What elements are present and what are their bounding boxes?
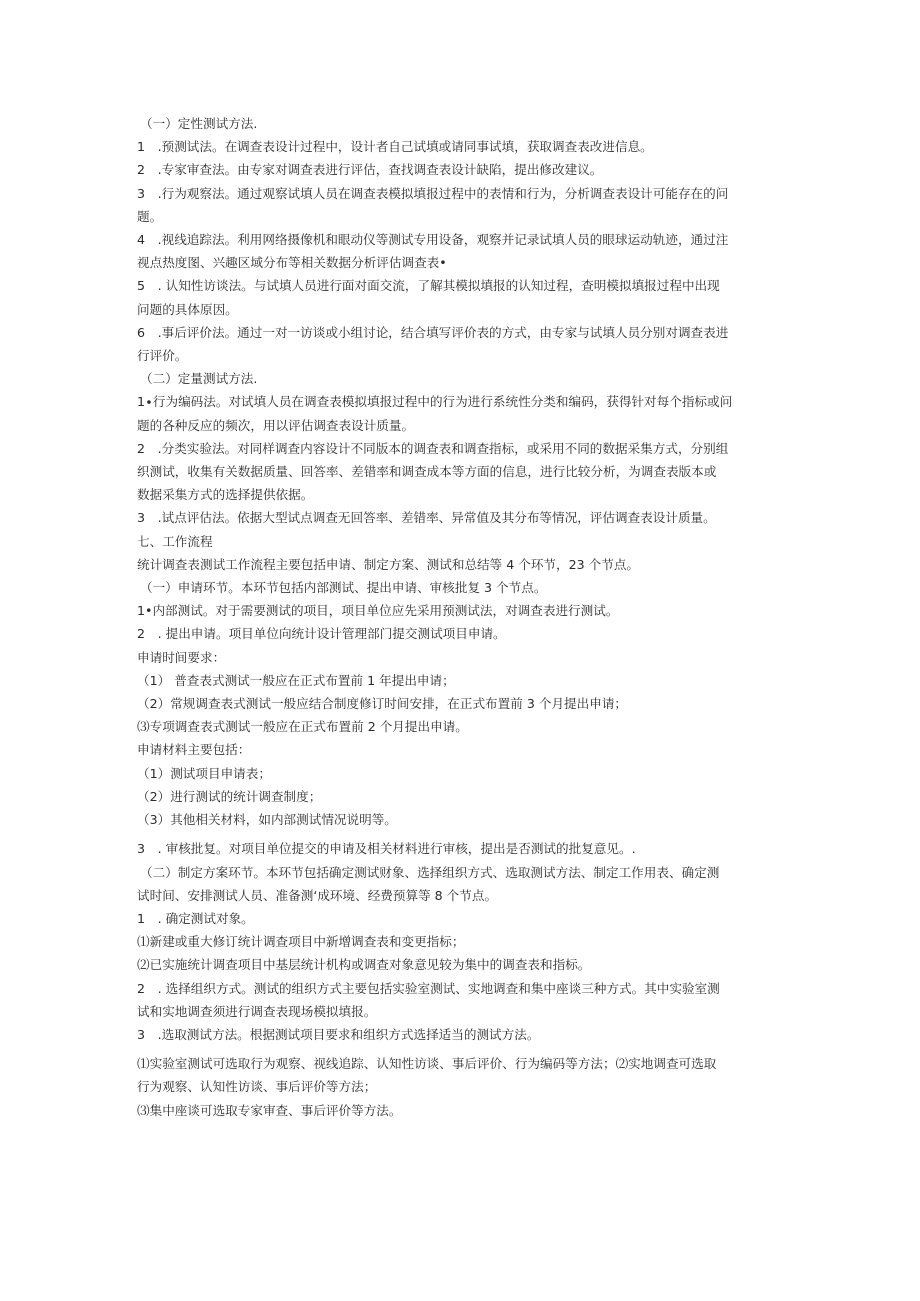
paragraph-line: 1 .预测试法。在调查表设计过程中，设计者自己试填或请同事试填，获取调查表改进信息。: [137, 139, 653, 155]
list-item: ⑴实验室测试可选取行为观察、视线追踪、认知性访谈、事后评价、行为编码等方法；⑵实地调查可选取: [137, 1056, 717, 1072]
paragraph-line: 3 .选取测试方法。根据测试项目要求和组织方式选择适当的测试方法。: [137, 1026, 540, 1042]
paragraph-line: 申请时间要求：: [137, 649, 226, 665]
list-item: （1） 普查表式测试一般应在正式布置前 1 年提出申请；: [137, 672, 455, 688]
list-item: ⑵已实施统计调查项目中基层统计机构或调查对象意见较为集中的调查表和指标。: [137, 957, 591, 973]
document-body: [137, 112, 787, 1122]
paragraph-line: 申请材料主要包括：: [137, 742, 251, 758]
section-heading-qualitative: （一）定性测试方法.: [140, 116, 258, 131]
paragraph-line: 1 . 确定测试对象。: [137, 910, 254, 926]
paragraph-line: 视点热度图、兴趣区域分布等相关数据分析评估调查表•: [137, 255, 447, 271]
paragraph-line: 4 .视线追踪法。利用网络摄像机和眼动仪等测试专用设备，观察并记录试填人员的眼球运动轨迹，通过注: [137, 232, 729, 248]
paragraph-line: 2 . 选择组织方式。测试的组织方式主要包括实验室测试、实地调查和集中座谈三种方式。其中实验室测: [137, 980, 720, 996]
subsection-heading-application: （一）申请环节。本环节包括内部测试、提出申请、审核批复 3 个节点。: [140, 580, 547, 596]
paragraph-line: 2 .专家审查法。由专家对调查表进行评估，查找调查表设计缺陷，提出修改建议。: [137, 162, 603, 178]
paragraph-line: 2 . 提出申请。项目单位向统计设计管理部门提交测试项目申请。: [137, 626, 506, 642]
paragraph-line: 题的各种反应的频次，用以评估调查表设计质量。: [137, 417, 415, 433]
list-item: （3）其他相关材料，如内部测试情况说明等。: [137, 812, 397, 828]
list-item: （2）进行测试的统计调查制度；: [137, 788, 322, 804]
paragraph-line: 1∙行为编码法。对试填人员在调查表模拟填报过程中的行为进行系统性分类和编码，获得针对每个指标或问: [137, 394, 733, 410]
list-item: ⑴新建或重大修订统计调查项目中新增调查表和变更指标；: [137, 934, 465, 950]
list-item: 行为观察、认知性访谈、事后评价等方法；: [137, 1079, 377, 1095]
paragraph-line: 1•内部测试。对于需要测试的项目，项目单位应先采用预测试法，对调查表进行测试。: [137, 603, 619, 619]
paragraph-line: 题。: [137, 208, 163, 224]
list-item: （2）常规调查表式测试一般应结合制度修订时间安排，在正式布置前 3 个月提出申请；: [137, 696, 628, 712]
subsection-heading-plan: （二）制定方案环节。本环节包括确定测试财象、选择组织方式、选取测试方法、制定工作用表、确定测: [140, 864, 720, 880]
paragraph-line: 行评价。: [137, 348, 188, 364]
list-item: ⑶集中座谈可选取专家审查、事后评价等方法。: [137, 1102, 402, 1118]
paragraph-line: 织测试，收集有关数据质量、回答率、差错率和调查成本等方面的信息，进行比较分析，为调查表版本或: [137, 464, 717, 480]
section-heading-quantitative: （二）定量测试方法.: [140, 371, 258, 387]
paragraph-line: 5 . 认知性访谈法。与试填人员进行面对面交流，了解其模拟填报的认知过程，查明模拟填报过程中出现: [137, 278, 720, 294]
paragraph-line: 问题的具体原因。: [137, 301, 238, 317]
paragraph-line: 试和实地调查须进行调查表现场模拟填报。: [137, 1003, 377, 1019]
paragraph-line: 3 .试点评估法。依据大型试点调查无回答率、差错率、异常值及其分布等情况，评估调查表设计质量。: [137, 510, 716, 526]
paragraph-line: 3 .行为观察法。通过观察试填人员在调查表模拟填报过程中的表情和行为，分析调查表设计可能存在的问: [137, 185, 729, 201]
list-item: （1）测试项目申请表；: [137, 765, 271, 781]
paragraph-line: 3 . 审核批复。对项目单位提交的申请及相关材料进行审核，提出是否测试的批复意见。.: [137, 841, 636, 857]
paragraph-line: 2 .分类实验法。对同样调查内容设计不同版本的调查表和调查指标，或采用不同的数据采集方式，分别组: [137, 440, 729, 456]
paragraph-line: 数据采集方式的选择提供依据。: [137, 487, 314, 503]
paragraph-line: 统计调查表测试工作流程主要包括申请、制定方案、测试和总结等 4 个环节，23 个节点。: [137, 556, 640, 572]
paragraph-line: 6 .事后评价法。通过一对一访谈或小组讨论，结合填写评价表的方式，由专家与试填人员分别对调查表进: [137, 324, 729, 340]
paragraph-line: 试时间、安排测试人员、准备测‘成环境、经费预算等 8 个节点。: [137, 887, 498, 903]
list-item: ⑶专项调查表式测试一般应在正式布置前 2 个月提出申请。: [137, 719, 468, 735]
section-heading-workflow: 七、工作流程: [137, 533, 213, 549]
